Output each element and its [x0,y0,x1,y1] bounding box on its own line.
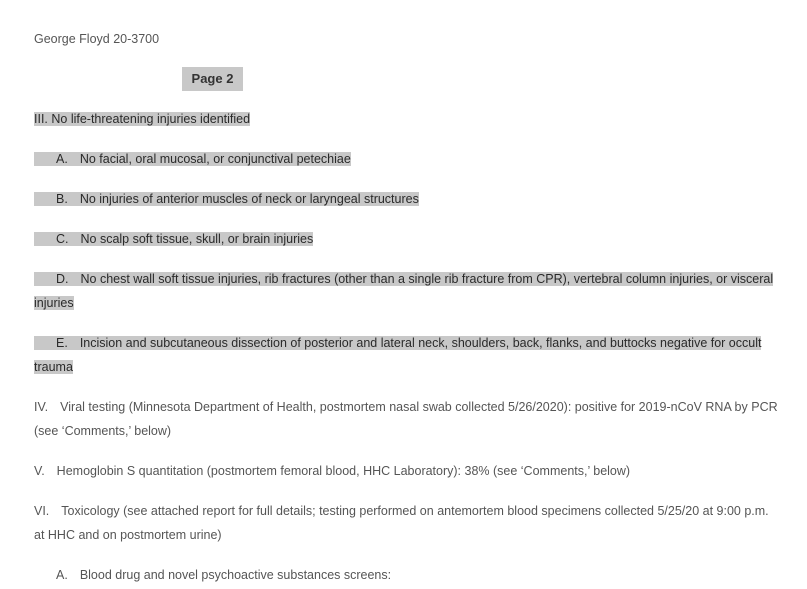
finding-iii-c-marker: C. [56,232,69,246]
finding-iii-c [34,227,313,251]
finding-iii-e-text: Incision and subcutaneous dissection of posterior and lateral neck, shoulders, back, flanks, and buttocks negative for occult trauma [34,336,762,374]
finding-vi-a [56,563,391,587]
finding-vi-a-marker: A. [56,568,68,582]
finding-v [34,459,630,483]
finding-iii-e [34,331,779,379]
document-header-name-case: George Floyd 20-3700 [34,32,160,46]
finding-iii-c-highlight [34,232,313,246]
finding-vi-text: Toxicology (see attached report for full details; testing performed on antemortem blood specimens collected 5/25/20 at 9:00 p.m. at HHC and on postmortem urine) [34,504,769,542]
finding-iii-b-highlight [34,192,419,206]
finding-iii-a-marker: A. [56,152,68,166]
finding-iii-d [34,267,779,315]
finding-iii-b-marker: B. [56,192,68,206]
finding-iii-c-text: No scalp soft tissue, skull, or brain injuries [80,232,314,246]
finding-iv-text: Viral testing (Minnesota Department of Health, postmortem nasal swab collected 5/26/2020): positive for 2019-nCoV RNA by PCR (see ‘Comments,’ below) [34,400,778,438]
finding-v-marker: V. [34,464,45,478]
page-number-label: Page 2 [182,67,243,91]
finding-iii-b [34,187,419,211]
finding-vi [34,499,779,547]
finding-vi-a-text: Blood drug and novel psychoactive substances screens: [79,568,392,582]
finding-iii-e-highlight [34,336,761,374]
finding-iv-marker: IV. [34,400,49,414]
finding-v-text: Hemoglobin S quantitation (postmortem femoral blood, HHC Laboratory): 38% (see ‘Comments,’ below) [56,464,631,478]
finding-iii-a-text: No facial, oral mucosal, or conjunctival petechiae [79,152,351,166]
finding-iii-text: III. No life-threatening injuries identified [34,112,251,126]
finding-iii [34,107,250,131]
finding-iii-d-marker: D. [56,272,69,286]
finding-iii-b-text: No injuries of anterior muscles of neck or laryngeal structures [79,192,419,206]
finding-iii-d-highlight [34,272,773,310]
finding-iii-d-text: No chest wall soft tissue injuries, rib fractures (other than a single rib fracture from CPR), vertebral column injuries, or visceral injuries [34,272,774,310]
finding-iii-a [34,147,351,171]
finding-iv [34,395,779,443]
finding-vi-marker: VI. [34,504,50,518]
finding-iii-a-highlight [34,152,351,166]
finding-iii-e-marker: E. [56,336,68,350]
